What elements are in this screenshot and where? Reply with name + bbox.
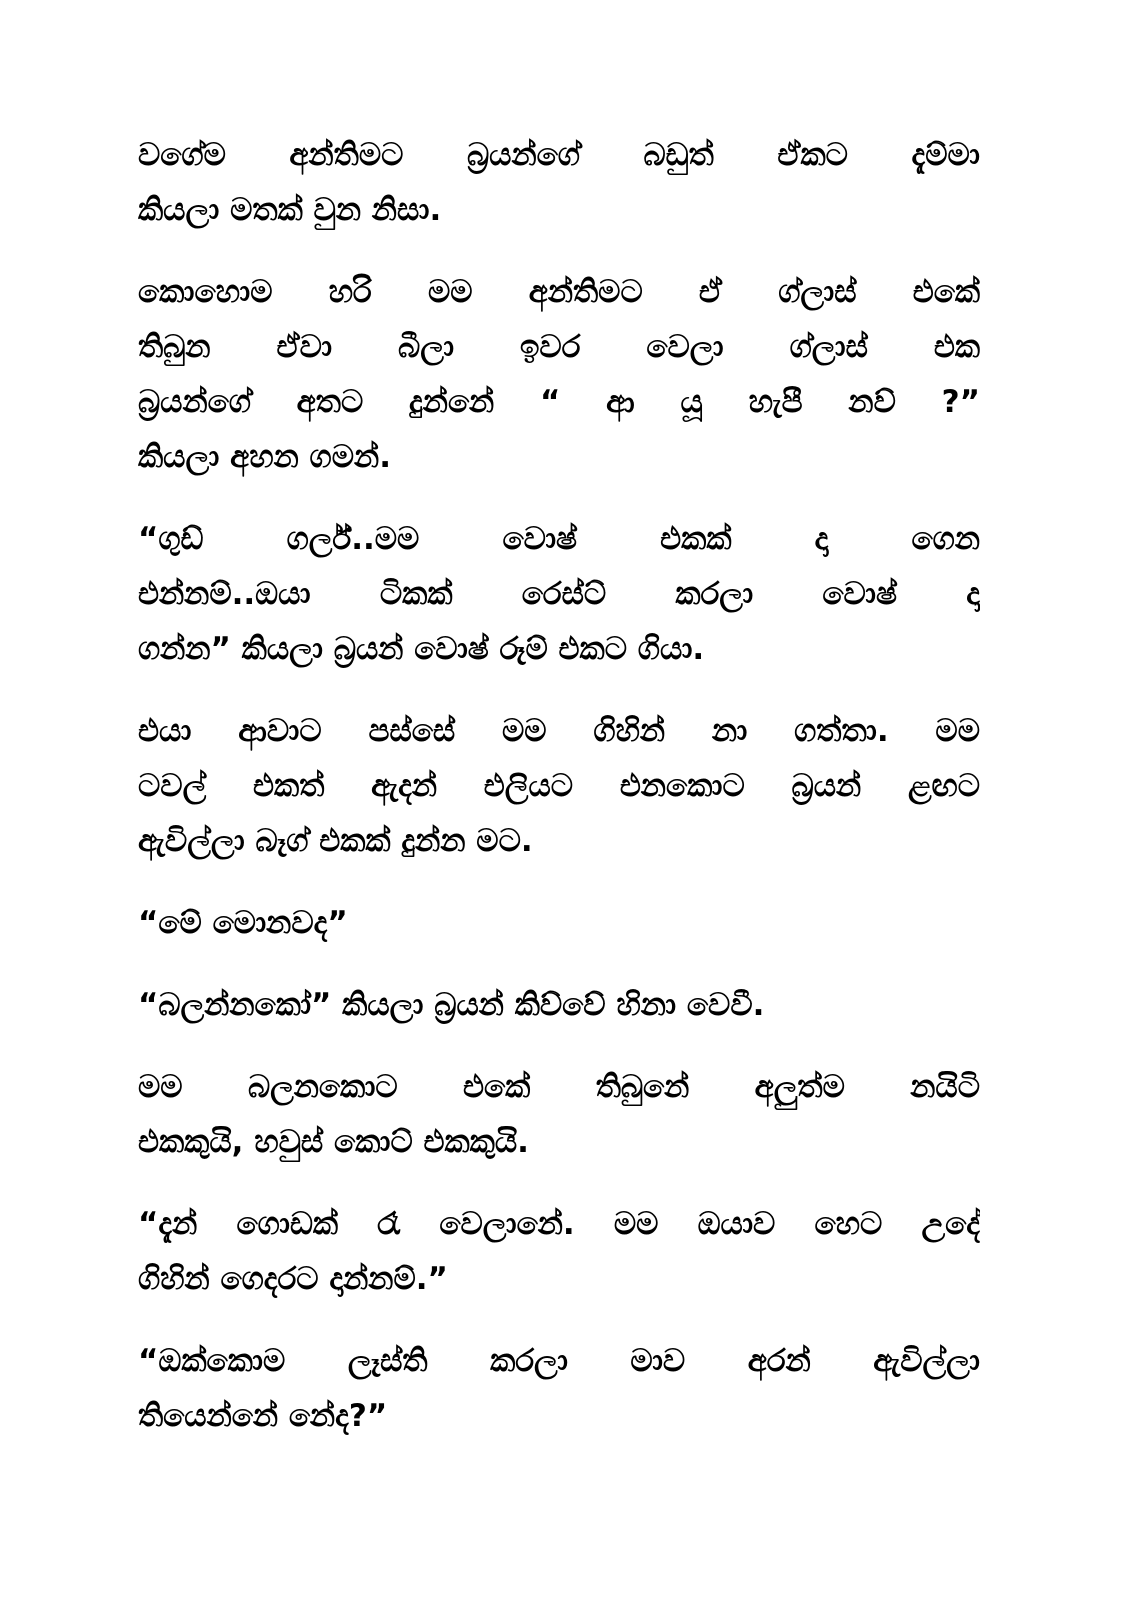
paragraph-3 (138, 512, 980, 677)
text-line: ගන්න” කියලා බ්‍රයන් වොෂ් රූම් එකට ගියා. (138, 631, 705, 667)
text-line: කියලා මතක් වුන නිසා. (138, 192, 442, 228)
text-line: එන්නම්..ඔයා ටිකක් රෙස්ට් කරලා වොෂ් දා (138, 576, 980, 612)
paragraph-4 (138, 704, 980, 869)
text-line: “ඔක්කොම ලෑස්ති කරලා මාව අරන් ඇවිල්ලා (138, 1343, 980, 1379)
text-line: “මේ මොනවද” (138, 905, 348, 941)
text-line: “ගුඩ් ගර්ල්..මම වොෂ් එකක් දා ගෙන (138, 521, 980, 557)
text-line: තිබුන ඒවා බීලා ඉවර වෙලා ග්ලාස් එක (138, 329, 980, 365)
text-line: එකකුයි, හවුස් කොට් එකකුයි. (138, 1124, 529, 1160)
text-line: “බලන්නකෝ” කියලා බ්‍රයන් කිව්වේ හිනා වෙවී. (138, 987, 765, 1023)
page-body (138, 128, 980, 1471)
text-line: “දැන් ගොඩක් රෑ වෙලානේ. මම ඔයාව හෙට උදේ (138, 1206, 980, 1242)
text-line: කියලා අහන ගමන්. (138, 439, 391, 475)
paragraph-7 (138, 1060, 980, 1170)
paragraph-6 (138, 978, 980, 1033)
paragraph-9 (138, 1334, 980, 1444)
paragraph-1 (138, 128, 980, 238)
paragraph-5 (138, 896, 980, 951)
paragraph-2 (138, 265, 980, 485)
text-line: ඇවිල්ලා බෑග් එකක් දුන්න මට. (138, 823, 533, 859)
text-line: මම බලනකොට එකේ තිබුනේ අලුත්ම නයිටි (138, 1069, 980, 1105)
text-line: තියෙන්නේ නේද?” (138, 1398, 388, 1434)
text-line: කොහොම හරි මම අන්තිමට ඒ ග්ලාස් එකේ (138, 274, 980, 310)
paragraph-8 (138, 1197, 980, 1307)
text-line: වගේම අන්තිමට බ්‍රයන්ගේ බඩුත් ඒකට දැම්මා (138, 137, 980, 173)
text-line: ටවල් එකත් ඇදන් එලියට එනකොට බ්‍රයන් ළඟට (138, 768, 980, 804)
text-line: ගිහින් ගෙදරට දාන්නම්.” (138, 1261, 448, 1297)
text-line: බ්‍රයන්ගේ අතට දුන්නේ “ ආ යූ හැපී නව් ?” (138, 384, 980, 420)
text-line: එයා ආවාට පස්සේ මම ගිහින් නා ගත්තා. මම (138, 713, 980, 749)
